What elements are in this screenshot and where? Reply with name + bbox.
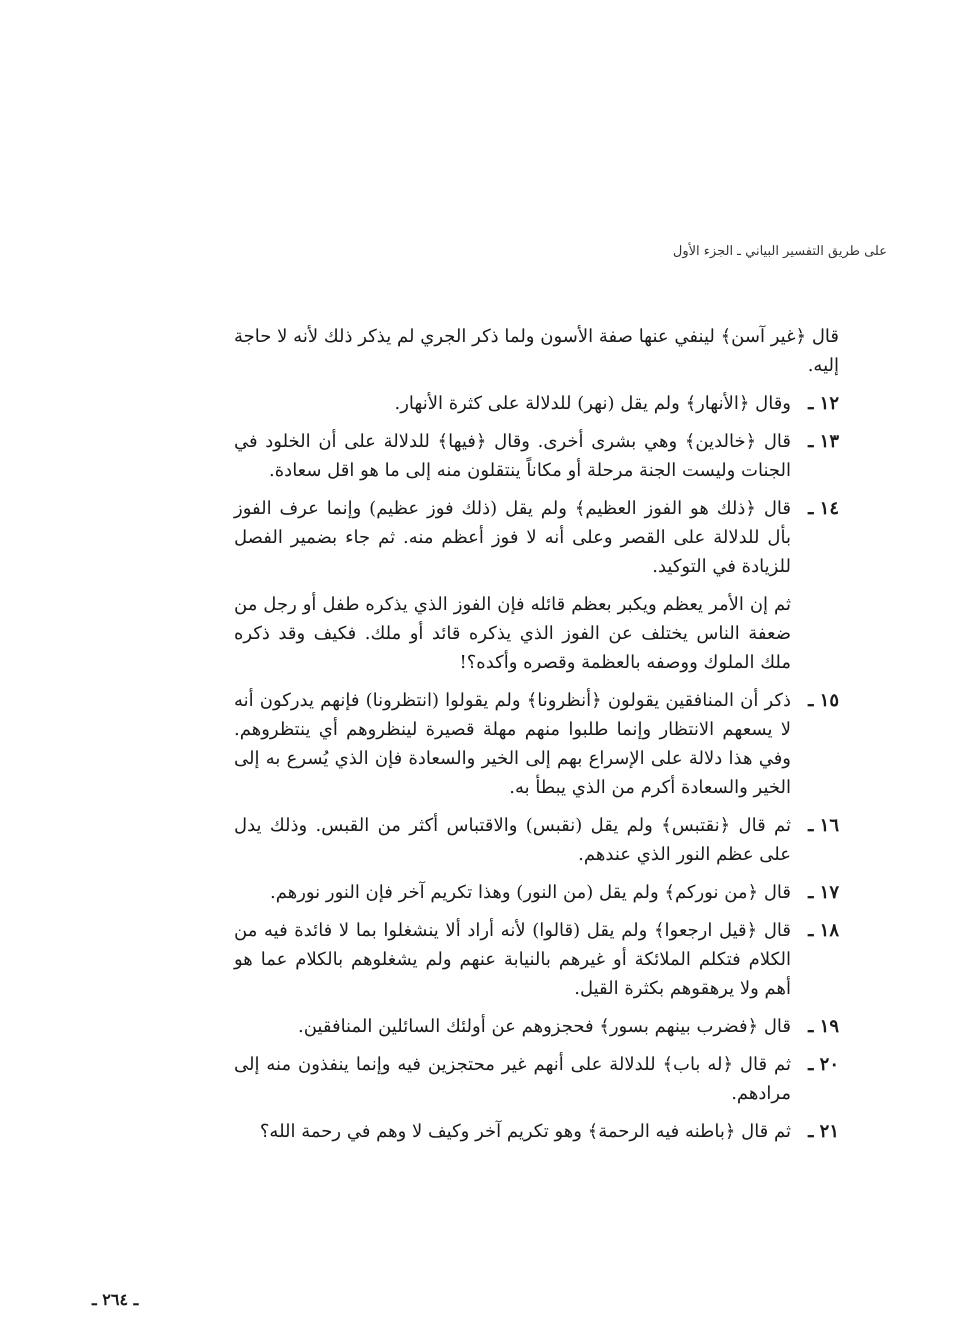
item-number: ١٧ ـ (808, 882, 839, 903)
item-text: قال ﴿فضرب بينهم بسور﴾ فحجزوهم عن أولئك السائلين المنافقين. (298, 1016, 791, 1037)
list-item (234, 1050, 839, 1108)
intro-paragraph: قال ﴿غير آسن﴾ لينفي عنها صفة الأسون ولما ذكر الجري لم يذكر ذلك لأنه لا حاجة إليه. (234, 326, 839, 376)
list-item (234, 1117, 839, 1146)
list-item (234, 389, 839, 418)
item-text: قال ﴿من نوركم﴾ ولم يقل (من النور) وهذا تكريم آخر فإن النور نورهم. (270, 882, 791, 903)
item-number: ١٤ ـ (808, 498, 839, 519)
item-text: وقال ﴿الأنهار﴾ ولم يقل (نهر) للدلالة على كثرة الأنهار. (394, 393, 791, 414)
list-item (234, 1012, 839, 1041)
item-text: قال ﴿قيل ارجعوا﴾ ولم يقل (قالوا) لأنه أراد ألا ينشغلوا بما لا فائدة فيه من الكلام فتكلم الملائكة أو غيرهم بالنيابة عنهم ولم يشغلوهم بالكلام عما هو أهم ولا يرهقوهم بكثرة القيل. (234, 920, 791, 999)
item-text: ذكر أن المنافقين يقولون ﴿أنظرونا﴾ ولم يقولوا (انتظرونا) فإنهم يدركون أنه لا يسعهم الانتظار وإنما طلبوا منهم مهلة قصيرة لينظروهم أي ينتظروهم. وفي هذا دلالة على الإسراع بهم إلى الخير والسعادة فإن الذي يُسرع به إلى الخير والسعادة أكرم من الذي يبطأ به. (234, 690, 791, 798)
item-number: ٢٠ ـ (808, 1054, 839, 1075)
item-text: ثم قال ﴿باطنه فيه الرحمة﴾ وهو تكريم آخر وكيف لا وهم في رحمة الله؟ (259, 1121, 791, 1142)
page-number: ـ ٢٦٤ ـ (92, 1290, 139, 1309)
item-number: ١٦ ـ (808, 815, 839, 836)
list-item (234, 916, 839, 1003)
list-item (234, 427, 839, 485)
item-text: قال ﴿ذلك هو الفوز العظيم﴾ ولم يقل (ذلك فوز عظيم) وإنما عرف الفوز بأل للدلالة على القصر وعلى أنه لا فوز أعظم منه. ثم جاء بضمير الفصل للزيادة في التوكيد. (234, 498, 791, 577)
item-text: ثم قال ﴿له باب﴾ للدلالة على أنهم غير محتجزين فيه وإنما ينفذون منه إلى مرادهم. (234, 1054, 791, 1104)
item-number: ١٢ ـ (808, 393, 839, 414)
item-text: قال ﴿خالدين﴾ وهي بشرى أخرى. وقال ﴿فيها﴾ للدلالة على أن الخلود في الجنات وليست الجنة مرحلة أو مكاناً ينتقلون منه إلى ما هو اقل سعادة. (234, 431, 791, 481)
page-body (234, 322, 839, 1155)
item-number: ٢١ ـ (808, 1121, 839, 1142)
item-number: ١٣ ـ (808, 431, 839, 452)
list-item (234, 811, 839, 869)
running-header: على طريق التفسير البياني ـ الجزء الأول (672, 244, 887, 259)
item-number: ١٨ ـ (808, 920, 839, 941)
continuation-paragraph: ثم إن الأمر يعظم ويكبر بعظم قائله فإن الفوز الذي يذكره طفل أو رجل من ضعفة الناس يختلف عن الفوز الذي يذكره قائد أو ملك. فكيف وقد ذكره ملك الملوك ووصفه بالعظمة وقصره وأكده؟! (234, 594, 791, 673)
list-item (234, 878, 839, 907)
list-item (234, 686, 839, 802)
item-number: ١٥ ـ (808, 690, 839, 711)
item-text: ثم قال ﴿نقتبس﴾ ولم يقل (نقبس) والاقتباس أكثر من القبس. وذلك يدل على عظم النور الذي عندهم. (234, 815, 791, 865)
list-item (234, 494, 839, 581)
item-number: ١٩ ـ (808, 1016, 839, 1037)
